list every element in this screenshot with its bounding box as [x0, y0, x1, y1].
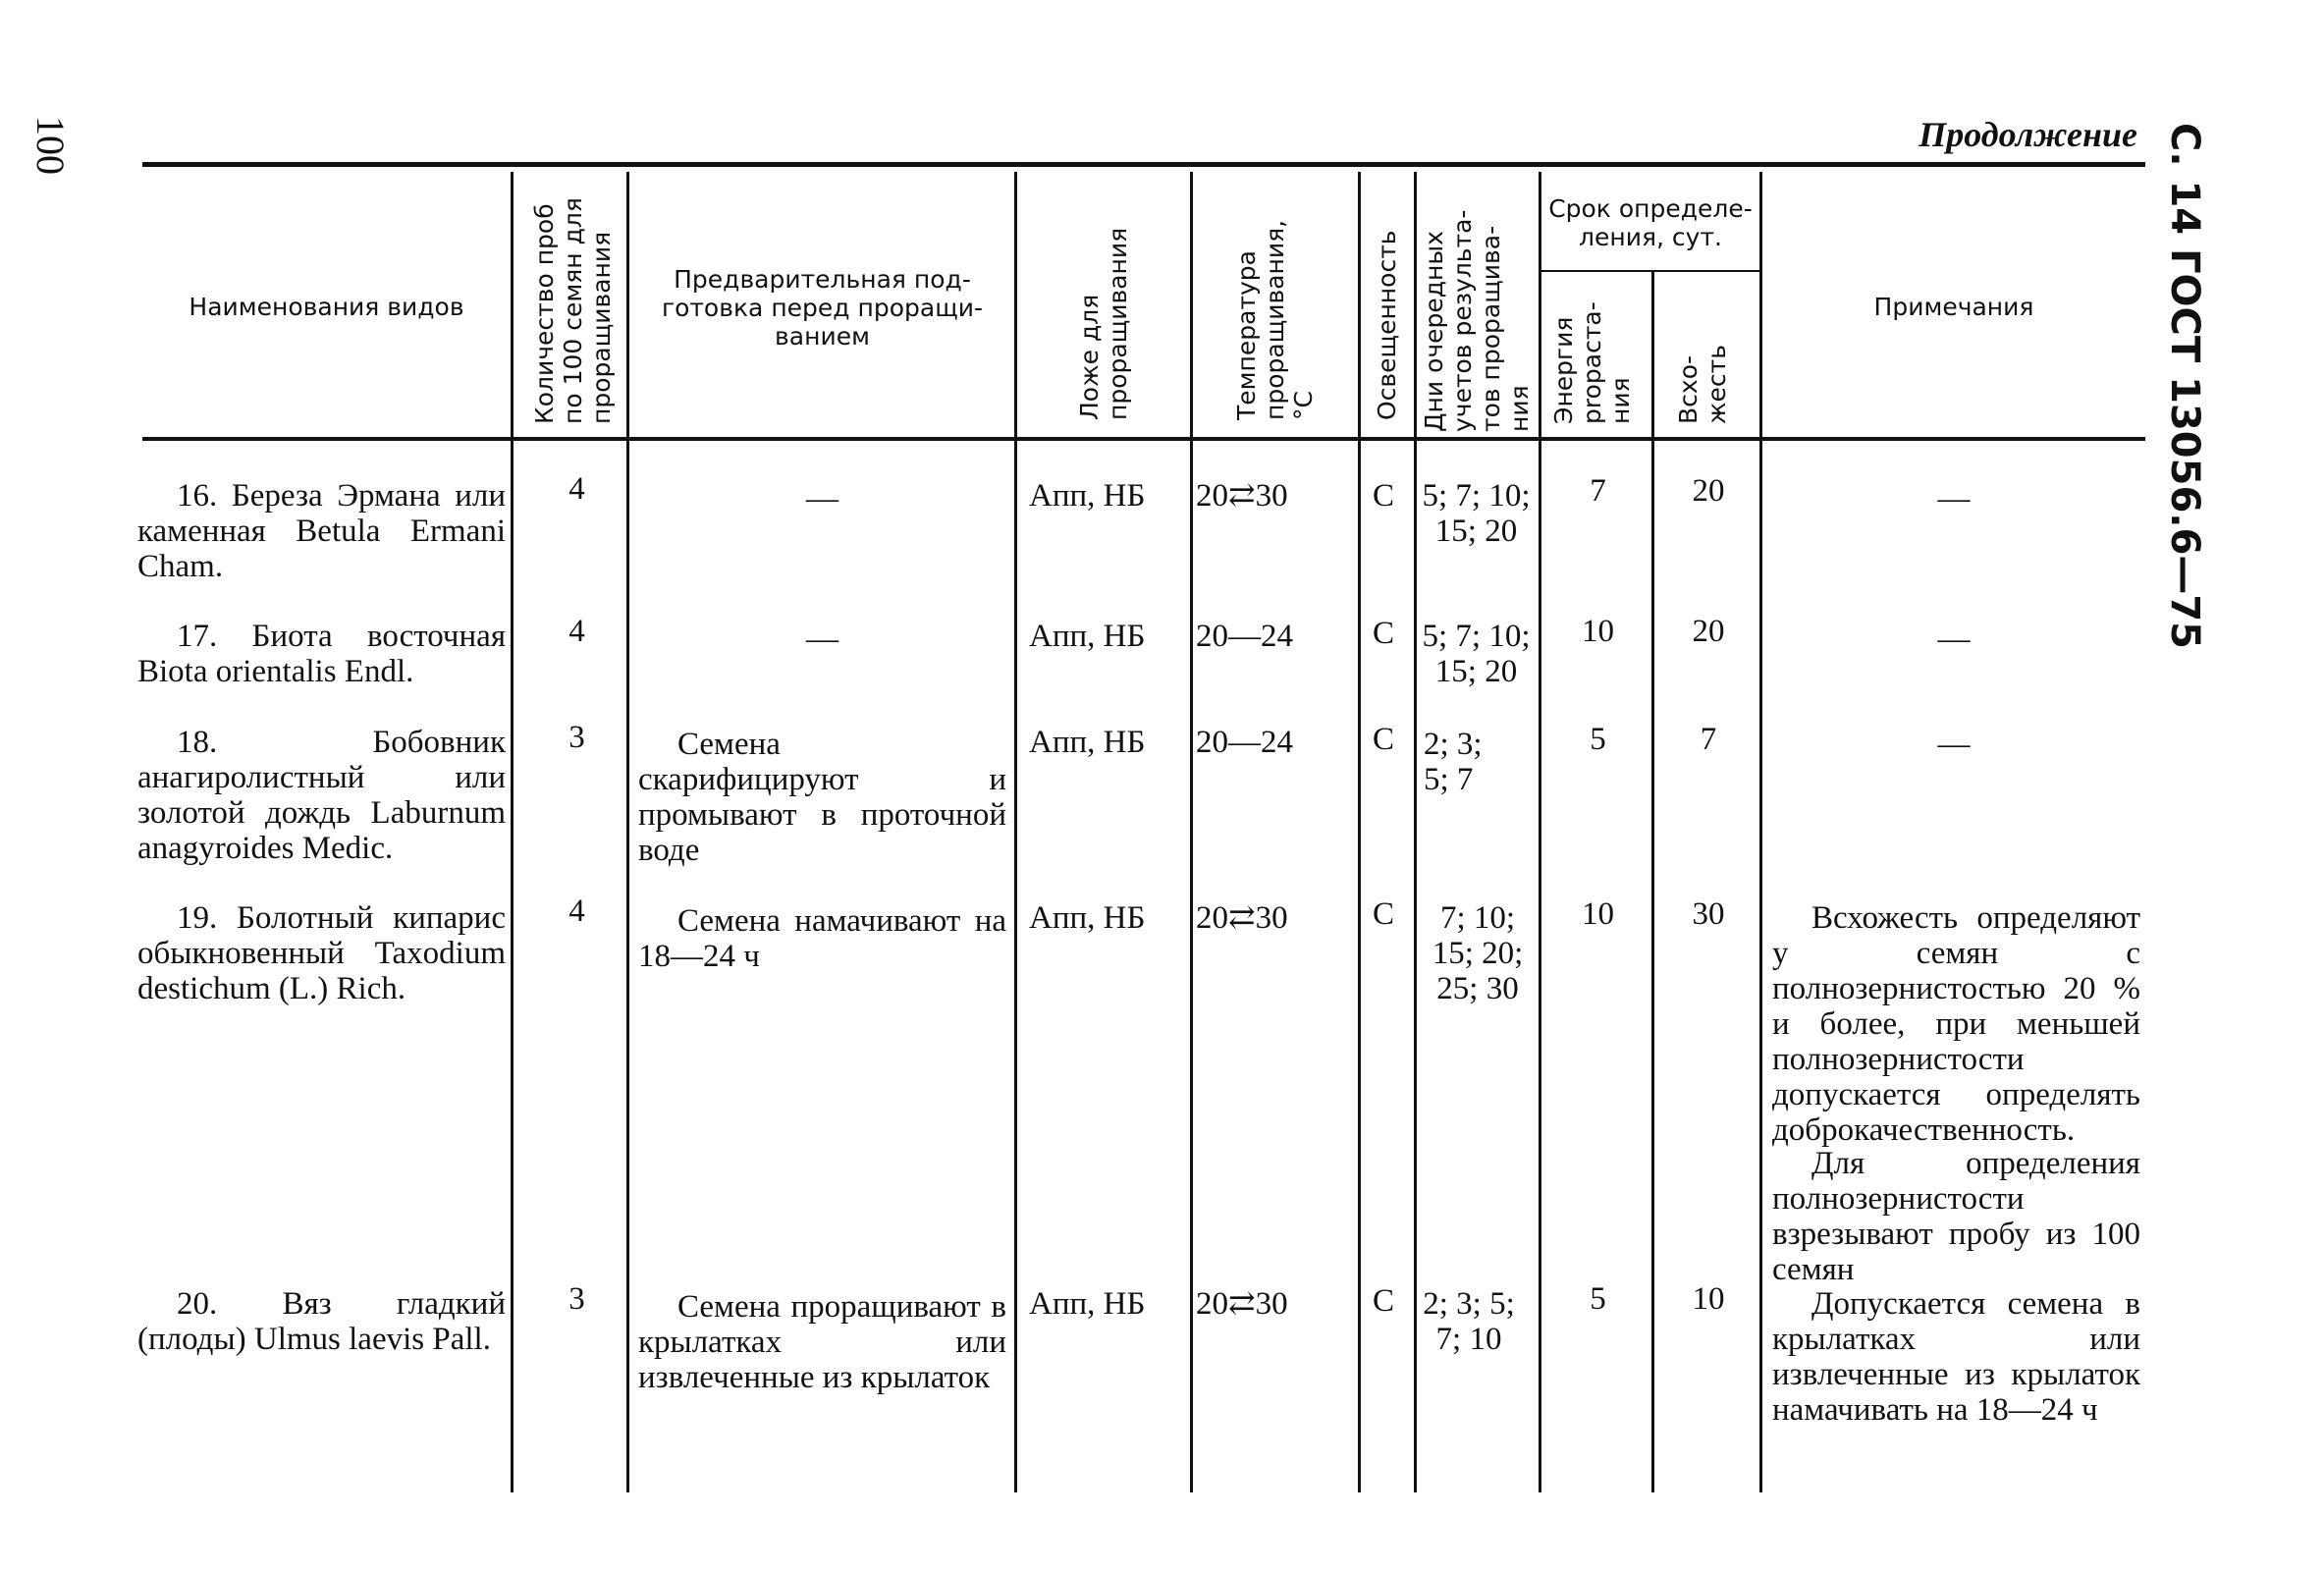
header-name: Наименования видов: [189, 293, 464, 321]
species-name: 20. Вяз гладкий (плоды) Ulmus laevis Pall.: [137, 1286, 506, 1357]
species-name: 18. Бобовник анагиролистный или золотой дождь Laburnum anagyroides Medic.: [137, 725, 506, 866]
temperature-cell: 20⇄30: [1196, 478, 1288, 514]
col-rule-9: [1759, 172, 1762, 1492]
bed-cell: Апп, НБ: [1029, 900, 1146, 936]
col-rule-4: [1190, 172, 1193, 1492]
species-name: 17. Биота восточная Biota orientalis Endl.: [137, 619, 506, 689]
col-rule-5: [1358, 172, 1361, 1492]
light-cell: С: [1373, 1283, 1395, 1319]
energy-cell: 5: [1590, 1281, 1606, 1317]
notes-cell: Всхожесть определяют у семян с полнозернистостью 20 % и более, при меньшей полнозернистости допускается определять доброкачественность.: [1772, 900, 2140, 1148]
temperature-cell: 20⇄30: [1196, 900, 1288, 936]
notes-cell-continued: Для определения полнозернистости взрезывают пробу из 100 семян: [1772, 1146, 2140, 1287]
samples-cell: 4: [568, 471, 585, 507]
col-rule-6: [1414, 172, 1417, 1492]
notes-cell: —: [1937, 727, 1971, 762]
notes-cell: —: [1937, 622, 1971, 657]
germination-cell: 7: [1700, 722, 1717, 757]
germination-cell: 20: [1692, 473, 1725, 509]
count-days-cell: 2; 3; 5; 7: [1424, 727, 1483, 797]
col-rule-7: [1539, 172, 1541, 1492]
pretreatment-cell: Семена скарифицируют и промывают в проточной воде: [638, 727, 1006, 868]
header-term: Срок определе- ления, сут.: [1548, 194, 1753, 251]
count-days-cell: 5; 7; 10; 15; 20: [1422, 619, 1531, 689]
energy-cell: 10: [1582, 614, 1614, 649]
col-rule-3: [1014, 172, 1017, 1492]
samples-cell: 3: [568, 720, 585, 755]
count-days-cell: 2; 3; 5; 7; 10: [1423, 1286, 1515, 1357]
temperature-cell: 20—24: [1196, 619, 1293, 654]
header-energy: Энергия propаста- ния: [1549, 301, 1635, 424]
bed-cell: Апп, НБ: [1029, 478, 1146, 514]
page-number: 100: [28, 116, 73, 175]
col-rule-2: [626, 172, 629, 1492]
table-top-rule: [142, 162, 2145, 167]
header-pretreatment: Предварительная под- готовка перед проращи- ванием: [661, 265, 984, 351]
temperature-cell: 20—24: [1196, 725, 1293, 760]
light-cell: С: [1373, 478, 1395, 514]
header-count-days: Дни очередных учетов результа- тов проращива- ния: [1420, 209, 1534, 432]
light-cell: С: [1373, 722, 1395, 757]
col-rule-1: [511, 172, 513, 1492]
samples-cell: 4: [568, 614, 585, 649]
bed-cell: Апп, НБ: [1029, 619, 1146, 654]
header-temperature: Температура проращивания, °С: [1232, 219, 1318, 420]
germination-cell: 20: [1692, 614, 1725, 649]
header-notes: Примечания: [1873, 293, 2034, 321]
header-germination: Всхо- жесть: [1674, 345, 1731, 424]
document-reference: С. 14 ГОСТ 13056.6—75: [2162, 123, 2207, 649]
table-header-bottom-rule: [142, 437, 2145, 441]
notes-cell: Допускается семена в крылатках или извлеченные из крылаток намачивать на 18—24 ч: [1772, 1286, 2140, 1428]
light-cell: С: [1373, 616, 1395, 651]
header-bed: Ложе для проращивания: [1075, 227, 1132, 420]
pretreatment-cell: —: [806, 622, 838, 657]
header-light: Освещенность: [1373, 230, 1401, 420]
term-split-rule: [1539, 270, 1759, 272]
species-name: 19. Болотный кипарис обыкновенный Taxodium destichum (L.) Rich.: [137, 900, 506, 1006]
pretreatment-cell: —: [806, 481, 838, 516]
germination-cell: 10: [1692, 1281, 1725, 1317]
notes-cell: —: [1937, 481, 1971, 516]
count-days-cell: 5; 7; 10; 15; 20: [1422, 478, 1531, 549]
continuation-label: Продолжение: [1919, 115, 2137, 154]
samples-cell: 3: [568, 1281, 585, 1317]
light-cell: С: [1373, 896, 1395, 932]
samples-cell: 4: [568, 894, 585, 929]
pretreatment-cell: Семена проращивают в крылатках или извлеченные из крылаток: [638, 1289, 1006, 1395]
pretreatment-cell: Семена намачивают на 18—24 ч: [638, 903, 1006, 974]
col-rule-8: [1651, 270, 1654, 1492]
species-name: 16. Береза Эрмана или каменная Betula Ermani Cham.: [137, 478, 506, 584]
bed-cell: Апп, НБ: [1029, 1286, 1146, 1322]
germination-cell: 30: [1692, 896, 1725, 932]
energy-cell: 5: [1590, 722, 1606, 757]
bed-cell: Апп, НБ: [1029, 725, 1146, 760]
header-samples: Количество проб по 100 семян для проращивания: [530, 197, 616, 424]
energy-cell: 10: [1582, 896, 1614, 932]
count-days-cell: 7; 10; 15; 20; 25; 30: [1432, 900, 1524, 1006]
energy-cell: 7: [1590, 473, 1606, 509]
temperature-cell: 20⇄30: [1196, 1286, 1288, 1322]
